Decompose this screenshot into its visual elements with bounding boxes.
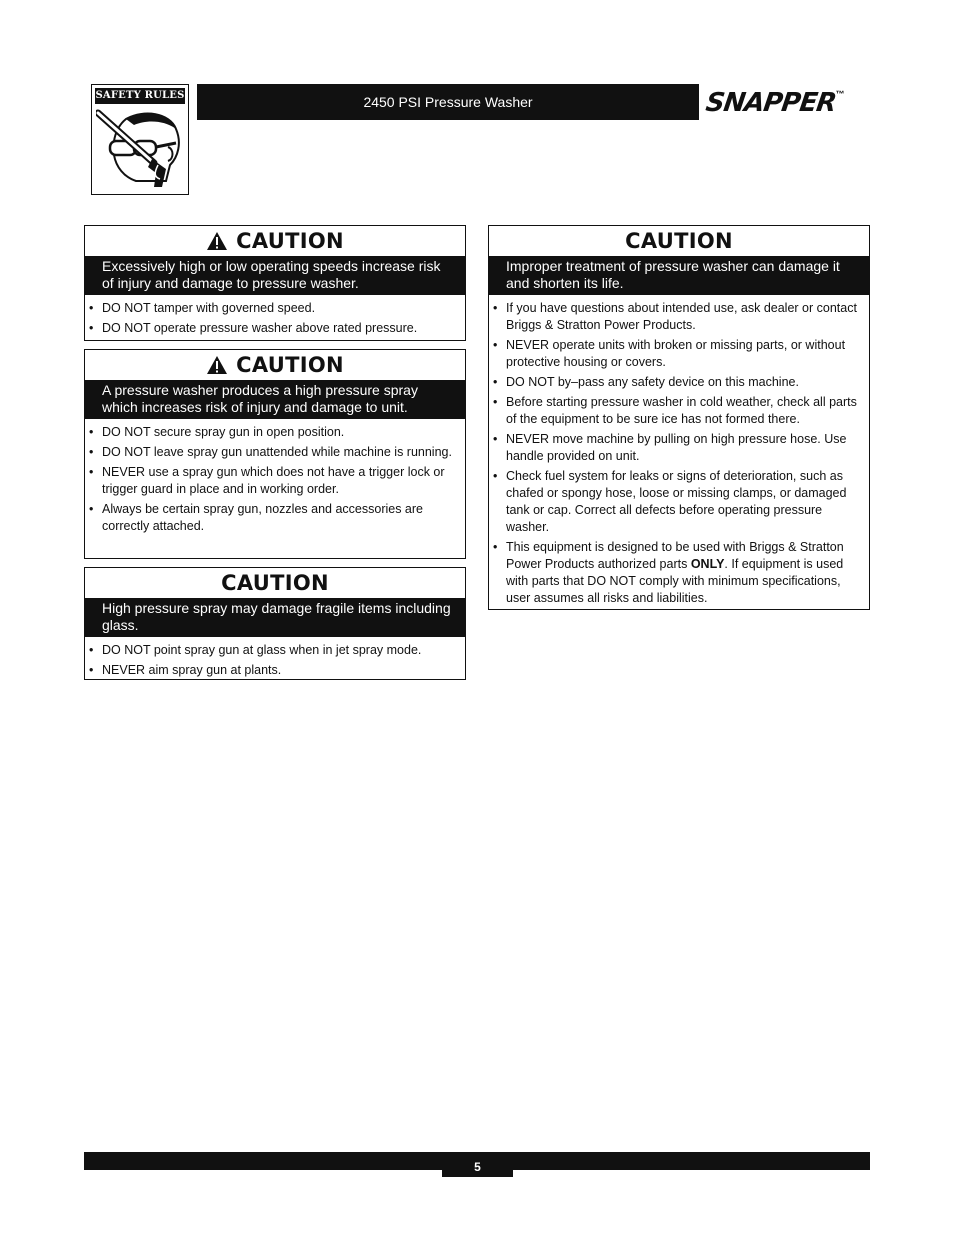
caution-title: CAUTION [625, 229, 733, 253]
caution-rule-list [85, 295, 465, 343]
list-item: • NEVER aim spray gun at plants. [89, 663, 282, 677]
caution-panel-operating-speeds [84, 225, 466, 341]
list-item: • This equipment is designed to be used with Briggs & Stratton Power Products authorized parts ONLY. If equipment is used with parts that DO NOT comply with minimum specifications, user assumes all risks and liabilities. [493, 540, 844, 605]
caution-message: Excessively high or low operating speeds increase risk of injury and damage to pressure washer. [85, 256, 465, 295]
caution-header [85, 226, 465, 256]
document-title-bar [197, 84, 699, 120]
list-item: • DO NOT point spray gun at glass when in jet spray mode. [89, 643, 422, 657]
list-item: • Check fuel system for leaks or signs of deterioration, such as chafed or spongy hose, loose or missing clamps, or damaged tank or cap. Correct all defects before operating pressure washer. [493, 469, 847, 534]
caution-message: Improper treatment of pressure washer can damage it and shorten its life. [489, 256, 869, 295]
list-item: • NEVER operate units with broken or missing parts, or without protective housing or covers. [493, 338, 846, 369]
list-item: • DO NOT secure spray gun in open position. [89, 425, 345, 439]
list-item: • DO NOT leave spray gun unattended while machine is running. [89, 445, 452, 459]
caution-header [85, 568, 465, 598]
warning-triangle-icon [206, 231, 228, 251]
list-item: • NEVER use a spray gun which does not have a trigger lock or trigger guard in place and in working order. [89, 465, 445, 496]
document-title: 2450 PSI Pressure Washer [363, 94, 533, 110]
caution-panel-high-pressure-spray [84, 349, 466, 559]
safety-goggles-person-icon [96, 107, 184, 191]
caution-header [489, 226, 869, 256]
list-item: • DO NOT operate pressure washer above rated pressure. [89, 321, 418, 335]
list-item: • If you have questions about intended use, ask dealer or contact Briggs & Stratton Power Products. [493, 301, 857, 332]
page-number: 5 [442, 1152, 513, 1177]
safety-rules-badge [91, 84, 189, 195]
list-item: • Always be certain spray gun, nozzles and accessories are correctly attached. [89, 502, 423, 533]
list-item: • Before starting pressure washer in cold weather, check all parts of the equipment to be sure ice has not formed there. [493, 395, 857, 426]
warning-triangle-icon [206, 355, 228, 375]
caution-panel-fragile-items [84, 567, 466, 680]
caution-message: High pressure spray may damage fragile items including glass. [85, 598, 465, 637]
caution-header [85, 350, 465, 380]
caution-rule-list [85, 637, 465, 685]
caution-rule-list [85, 419, 465, 541]
caution-title: CAUTION [221, 571, 329, 595]
brand-name: SNAPPER [703, 88, 838, 118]
trademark-symbol: ™ [835, 89, 845, 99]
caution-title: CAUTION [236, 229, 344, 253]
list-item: • DO NOT by–pass any safety device on this machine. [493, 375, 799, 389]
safety-rules-label: SAFETY RULES [95, 88, 185, 104]
caution-rule-list [489, 295, 869, 613]
list-item: • DO NOT tamper with governed speed. [89, 301, 316, 315]
caution-title: CAUTION [236, 353, 344, 377]
list-item: • NEVER move machine by pulling on high pressure hose. Use handle provided on unit. [493, 432, 847, 463]
caution-panel-improper-treatment [488, 225, 870, 610]
caution-message: A pressure washer produces a high pressure spray which increases risk of injury and damage to unit. [85, 380, 465, 419]
brand-logo [703, 86, 868, 120]
